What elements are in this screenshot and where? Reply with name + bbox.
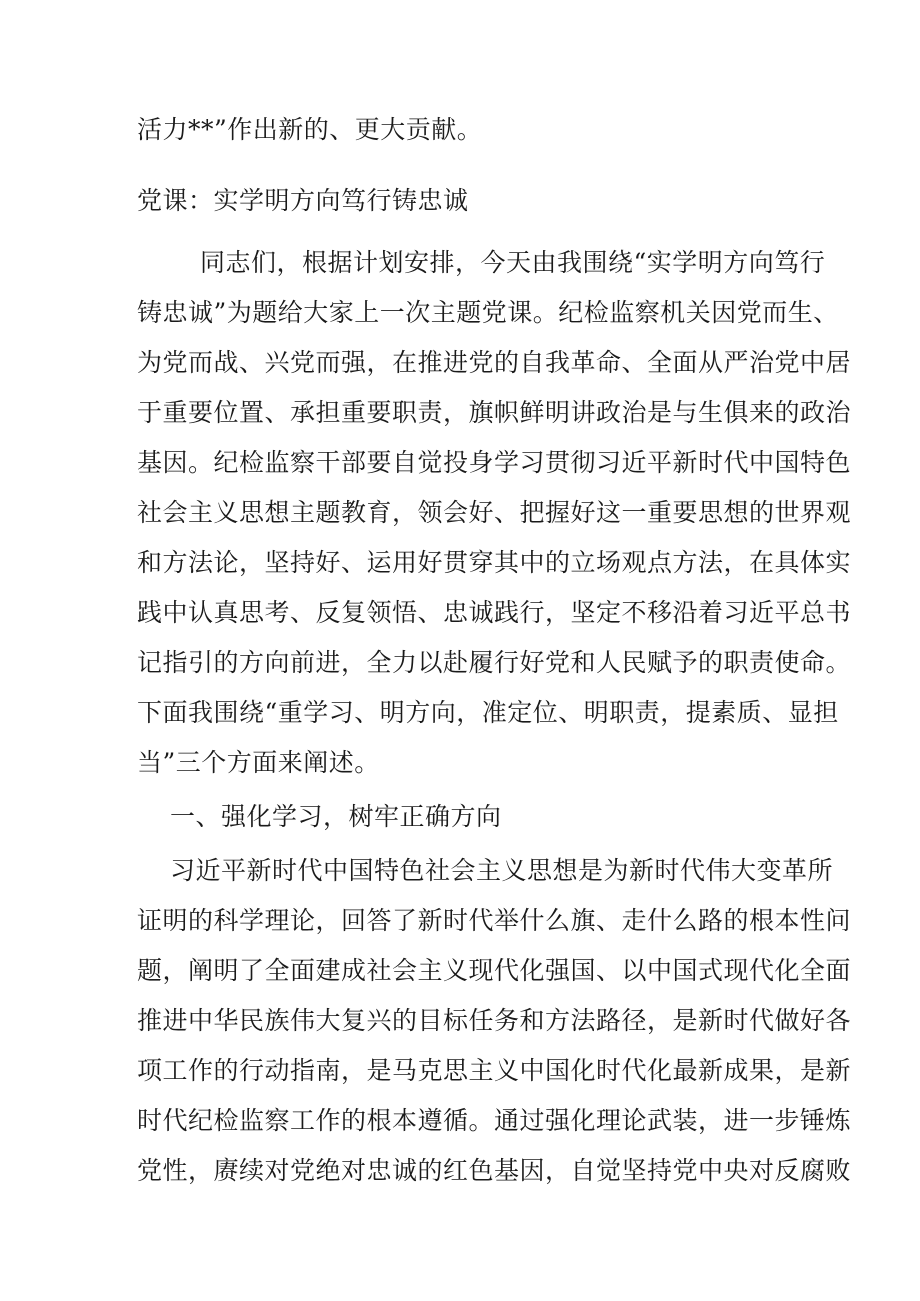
body-line: 为党而战、兴党而强，在推进党的自我革命、全面从严治党中居 [137, 348, 852, 377]
body-line: 习近平新时代中国特色社会主义思想是为新时代伟大变革所 [170, 856, 834, 885]
body-line: 社会主义思想主题教育，领会好、把握好这一重要思想的世界观 [137, 498, 852, 527]
body-line: 同志们，根据计划安排，今天由我围绕“实学明方向笃行 [200, 248, 826, 277]
body-line: 于重要位置、承担重要职责，旗帜鲜明讲政治是与生俱来的政治 [137, 398, 852, 427]
body-line: 证明的科学理论，回答了新时代举什么旗、走什么路的根本性问 [137, 906, 852, 935]
body-line: 基因。纪检监察干部要自觉投身学习贯彻习近平新时代中国特色 [137, 448, 852, 477]
body-line: 当”三个方面来阐述。 [137, 748, 380, 777]
paragraph-ending-line: 活力**”作出新的、更大贡献。 [137, 115, 483, 144]
body-line: 记指引的方向前进，全力以赴履行好党和人民赋予的职责使命。 [137, 648, 852, 677]
body-line: 党性，赓续对党绝对忠诚的红色基因，自觉坚持党中央对反腐败 [137, 1156, 852, 1185]
lecture-title: 党课：实学明方向笃行铸忠诚 [137, 186, 469, 215]
body-line: 项工作的行动指南，是马克思主义中国化时代化最新成果，是新 [137, 1056, 852, 1085]
body-line: 践中认真思考、反复领悟、忠诚践行，坚定不移沿着习近平总书 [137, 598, 852, 627]
body-line: 时代纪检监察工作的根本遵循。通过强化理论武装，进一步锤炼 [137, 1106, 852, 1135]
body-line: 下面我围绕“重学习、明方向，准定位、明职责，提素质、显担 [137, 698, 839, 727]
body-line: 和方法论，坚持好、运用好贯穿其中的立场观点方法，在具体实 [137, 548, 852, 577]
section-heading: 一、强化学习，树牢正确方向 [170, 802, 502, 831]
body-line: 题，阐明了全面建成社会主义现代化强国、以中国式现代化全面 [137, 956, 852, 985]
body-line: 铸忠诚”为题给大家上一次主题党课。纪检监察机关因党而生、 [137, 298, 839, 327]
body-line: 推进中华民族伟大复兴的目标任务和方法路径，是新时代做好各 [137, 1006, 852, 1035]
